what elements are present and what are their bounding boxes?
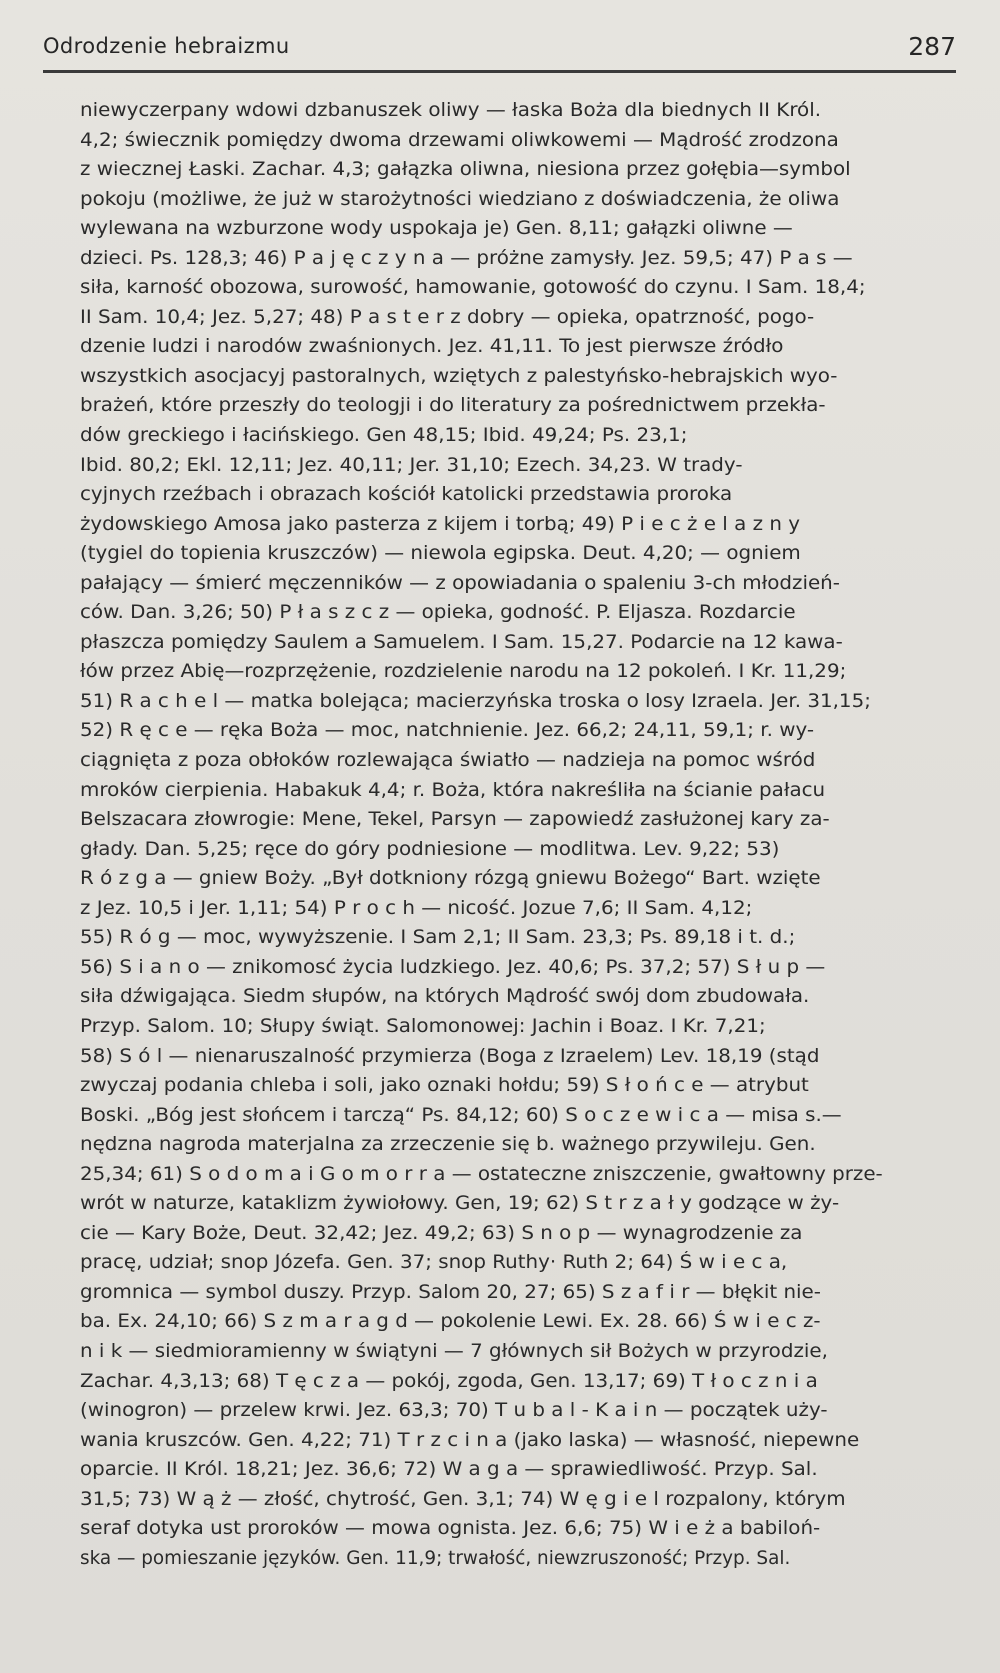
text-line: 25,34; 61) S o d o m a i G o m o r r a — ostateczne zniszczenie, gwałtowny prze-: [80, 1163, 883, 1185]
text-line: zwyczaj podania chleba i soli, jako oznaki hołdu; 59) S ł o ń c e — atrybut: [80, 1075, 809, 1097]
text-line: siła dźwigająca. Siedm słupów, na których Mądrość swój dom zbudowała.: [80, 986, 810, 1008]
text-line: seraf dotyka ust proroków — mowa ognista. Jez. 6,6; 75) W i e ż a babiloń-: [80, 1518, 821, 1540]
text-line: 58) S ó l — nienaruszalność przymierza (Boga z Izraelem) Lev. 18,19 (stąd: [80, 1045, 820, 1067]
text-line: II Sam. 10,4; Jez. 5,27; 48) P a s t e r z dobry — opieka, opatrzność, pogo-: [80, 306, 815, 328]
text-line: wrót w naturze, kataklizm żywiołowy. Gen, 19; 62) S t r z a ł y godzące w ży-: [80, 1193, 840, 1215]
text-line: n i k — siedmioramienny w świątyni — 7 głównych sił Bożych w przyrodzie,: [80, 1340, 828, 1362]
header-rule: [43, 70, 956, 73]
text-line: ska — pomieszanie języków. Gen. 11,9; trwałość, niewzruszoność; Przyp. Sal.: [80, 1547, 791, 1569]
text-line: pałający — śmierć męczenników — z opowiadania o spaleniu 3-ch młodzień-: [80, 572, 840, 594]
running-head: Odrodzenie hebraizmu: [43, 34, 290, 58]
page-header: [43, 32, 956, 72]
text-line: pokoju (możliwe, że już w starożytności wiedziano z doświadczenia, że oliwa: [80, 188, 840, 210]
text-line: 31,5; 73) W ą ż — złość, chytrość, Gen. 3,1; 74) W ę g i e l rozpalony, którym: [80, 1488, 846, 1510]
text-line: dów greckiego i łacińskiego. Gen 48,15; Ibid. 49,24; Ps. 23,1;: [80, 425, 688, 447]
body-text: [80, 96, 956, 1573]
text-line: wylewana na wzburzone wody uspokaja je) Gen. 8,11; gałązki oliwne —: [80, 218, 793, 240]
text-line: dzieci. Ps. 128,3; 46) P a j ę c z y n a — próżne zamysły. Jez. 59,5; 47) P a s —: [80, 247, 853, 269]
text-line: cie — Kary Boże, Deut. 32,42; Jez. 49,2; 63) S n o p — wynagrodzenie za: [80, 1222, 803, 1244]
text-line: dzenie ludzi i narodów zwaśnionych. Jez. 41,11. To jest pierwsze źródło: [80, 336, 784, 358]
text-line: mroków cierpienia. Habakuk 4,4; r. Boża, która nakreśliła na ścianie pałacu: [80, 779, 826, 801]
text-line: cyjnych rzeźbach i obrazach kościół katolicki przedstawia proroka: [80, 484, 733, 506]
text-line: Belszacara złowrogie: Mene, Tekel, Parsyn — zapowiedź zasłużonej kary za-: [80, 809, 830, 831]
text-line: 56) S i a n o — znikomosć życia ludzkiego. Jez. 40,6; Ps. 37,2; 57) S ł u p —: [80, 956, 826, 978]
text-line: 55) R ó g — moc, wywyższenie. I Sam 2,1; II Sam. 23,3; Ps. 89,18 i t. d.;: [80, 927, 796, 949]
text-line: z Jez. 10,5 i Jer. 1,11; 54) P r o c h — nicość. Jozue 7,6; II Sam. 4,12;: [80, 897, 753, 919]
text-line: wania kruszców. Gen. 4,22; 71) T r z c i n a (jako laska) — własność, niepewne: [80, 1429, 860, 1451]
text-line: nędzna nagroda materjalna za zrzeczenie się b. ważnego przywileju. Gen.: [80, 1134, 816, 1156]
text-line: głady. Dan. 5,25; ręce do góry podniesione — modlitwa. Lev. 9,22; 53): [80, 838, 780, 860]
text-line: niewyczerpany wdowi dzbanuszek oliwy — łaska Boża dla biednych II Król.: [80, 100, 822, 121]
text-line: (tygiel do topienia kruszczów) — niewola egipska. Deut. 4,20; — ogniem: [80, 543, 801, 565]
text-line: siła, karność obozowa, surowość, hamowanie, gotowość do czynu. I Sam. 18,4;: [80, 277, 866, 299]
text-line: wszystkich asocjacyj pastoralnych, wziętych z palestyńsko-hebrajskich wyo-: [80, 365, 838, 387]
text-line: ciągnięta z poza obłoków rozlewająca światło — nadzieja na pomoc wśród: [80, 750, 816, 772]
text-line: żydowskiego Amosa jako pasterza z kijem i torbą; 49) P i e c ż e l a z n y: [80, 513, 801, 535]
text-line: Boski. „Bóg jest słońcem i tarczą“ Ps. 84,12; 60) S o c z e w i c a — misa s.—: [80, 1104, 842, 1126]
text-line: łów przez Abię—rozprzężenie, rozdzielenie narodu na 12 pokoleń. I Kr. 11,29;: [80, 661, 847, 683]
text-line: 52) R ę c e — ręka Boża — moc, natchnienie. Jez. 66,2; 24,11, 59,1; r. wy-: [80, 720, 815, 742]
text-line: Przyp. Salom. 10; Słupy świąt. Salomonowej: Jachin i Boaz. I Kr. 7,21;: [80, 1015, 766, 1037]
text-line: brażeń, które przeszły do teologji i do literatury za pośrednictwem przekła-: [80, 395, 826, 417]
page-number: 287: [908, 32, 956, 61]
text-line: Ibid. 80,2; Ekl. 12,11; Jez. 40,11; Jer. 31,10; Ezech. 34,23. W trady-: [80, 454, 743, 476]
text-line: (winogron) — przelew krwi. Jez. 63,3; 70) T u b a l - K a i n — początek uży-: [80, 1400, 828, 1422]
text-line: oparcie. II Król. 18,21; Jez. 36,6; 72) W a g a — sprawiedliwość. Przyp. Sal.: [80, 1459, 818, 1481]
text-line: z wiecznej Łaski. Zachar. 4,3; gałązka oliwna, niesiona przez gołębia—symbol: [80, 159, 851, 181]
text-line: gromnica — symbol duszy. Przyp. Salom 20, 27; 65) S z a f i r — błękit nie-: [80, 1281, 821, 1303]
text-line: 51) R a c h e l — matka bolejąca; macierzyńska troska o losy Izraela. Jer. 31,15;: [80, 690, 871, 712]
text-line: Zachar. 4,3,13; 68) T ę c z a — pokój, zgoda, Gen. 13,17; 69) T ł o c z n i a: [80, 1370, 818, 1392]
text-line: R ó z g a — gniew Boży. „Był dotkniony rózgą gniewu Bożego“ Bart. wzięte: [80, 868, 821, 890]
text-line: ba. Ex. 24,10; 66) S z m a r a g d — pokolenie Lewi. Ex. 28. 66) Ś w i e c z-: [80, 1311, 821, 1333]
text-line: pracę, udział; snop Józefa. Gen. 37; snop Ruthy· Ruth 2; 64) Ś w i e c a,: [80, 1252, 788, 1274]
text-line: płaszcza pomiędzy Saulem a Samuelem. I Sam. 15,27. Podarcie na 12 kawa-: [80, 631, 843, 653]
text-line: ców. Dan. 3,26; 50) P ł a s z c z — opieka, godność. P. Eljasza. Rozdarcie: [80, 602, 796, 624]
text-line: 4,2; świecznik pomiędzy dwoma drzewami oliwkowemi — Mądrość zrodzona: [80, 129, 839, 151]
